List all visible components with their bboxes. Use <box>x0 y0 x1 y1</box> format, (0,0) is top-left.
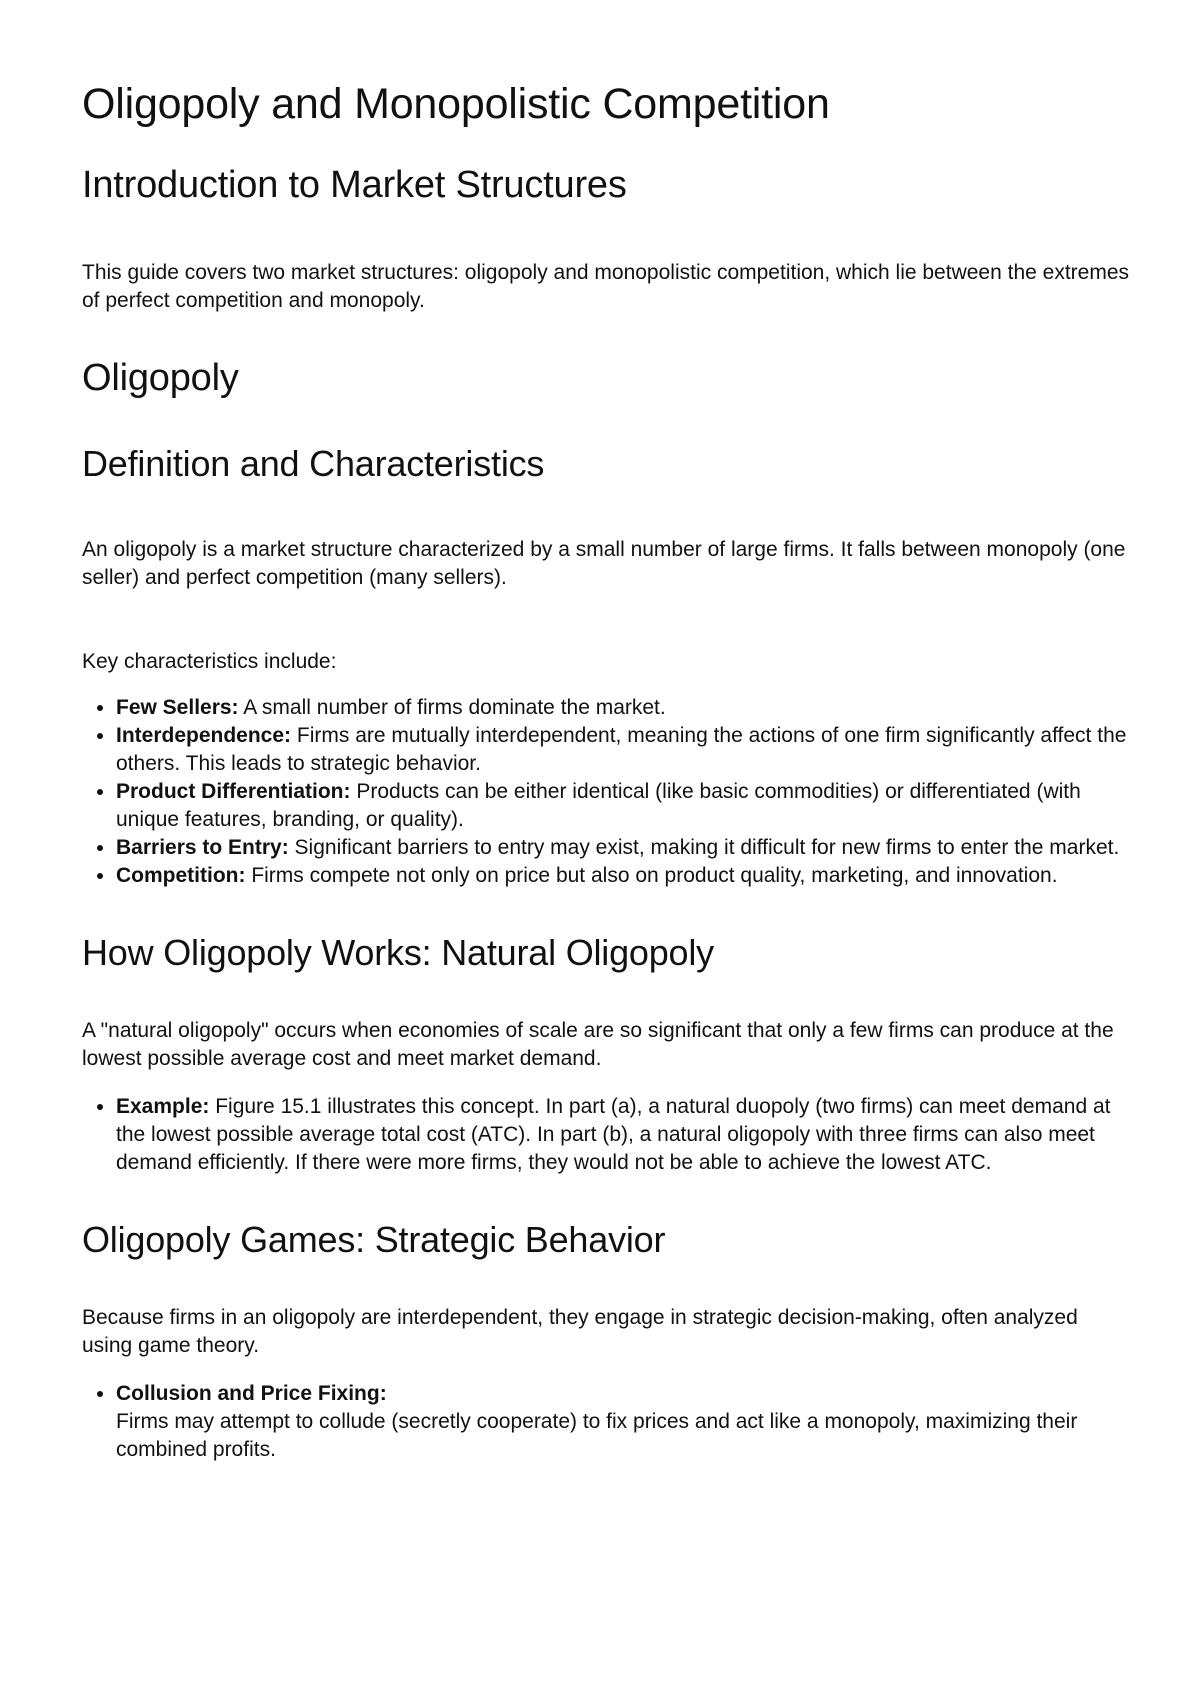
list-item-term: Few Sellers: <box>116 695 239 719</box>
characteristics-list <box>82 694 1132 890</box>
list-item <box>116 722 1132 778</box>
list-item <box>116 694 1132 722</box>
oligopoly-games-list <box>82 1380 1132 1464</box>
list-item-term: Collusion and Price Fixing: <box>116 1381 387 1405</box>
list-item-term: Interdependence: <box>116 723 292 747</box>
list-item <box>116 1093 1132 1177</box>
list-item-text: Firms are mutually interdependent, meaning the actions of one firm significantly affect the others. This leads to strategic behavior. <box>116 723 1127 775</box>
list-item-text: A small number of firms dominate the market. <box>238 695 666 719</box>
list-item <box>116 778 1132 834</box>
oligopoly-heading: Oligopoly <box>82 357 239 400</box>
oligopoly-games-heading: Oligopoly Games: Strategic Behavior <box>82 1218 666 1260</box>
natural-oligopoly-list <box>82 1093 1132 1177</box>
definition-heading: Definition and Characteristics <box>82 442 545 484</box>
intro-heading: Introduction to Market Structures <box>82 163 627 206</box>
intro-paragraph: This guide covers two market structures: oligopoly and monopolistic competition, which lie between the extremes of perfect competition and monopoly. <box>82 261 1129 313</box>
list-item-text: Firms compete not only on price but also on product quality, marketing, and innovation. <box>245 863 1058 887</box>
natural-oligopoly-paragraph: A "natural oligopoly" occurs when economies of scale are so significant that only a few firms can produce at the lowest possible average cost and meet market demand. <box>82 1018 1114 1070</box>
list-item-term: Competition: <box>116 863 246 887</box>
list-item-text: Firms may attempt to collude (secretly cooperate) to fix prices and act like a monopoly, maximizing their combined profits. <box>116 1409 1078 1461</box>
list-item-term: Product Differentiation: <box>116 779 351 803</box>
definition-paragraph: An oligopoly is a market structure characterized by a small number of large firms. It falls between monopoly (one seller) and perfect competition (many sellers). <box>82 537 1126 589</box>
list-item-text: Significant barriers to entry may exist, making it difficult for new firms to enter the market. <box>288 835 1120 859</box>
list-item-text: Products can be either identical (like basic commodities) or differentiated (with unique features, branding, or quality). <box>116 779 1081 831</box>
natural-oligopoly-heading: How Oligopoly Works: Natural Oligopoly <box>82 931 714 973</box>
list-item <box>116 862 1132 890</box>
list-item <box>116 1380 1132 1464</box>
list-item-term: Example: <box>116 1094 210 1118</box>
list-item-term: Barriers to Entry: <box>116 835 289 859</box>
document-page <box>82 78 1132 1464</box>
oligopoly-games-paragraph: Because firms in an oligopoly are interdependent, they engage in strategic decision-making, often analyzed using game theory. <box>82 1305 1078 1357</box>
list-item-text: Figure 15.1 illustrates this concept. In part (a), a natural duopoly (two firms) can meet demand at the lowest possible average total cost (ATC). In part (b), a natural oligopoly with three firms can also meet demand efficiently. If there were more firms, they would not be able to achieve the lowest ATC. <box>116 1094 1111 1174</box>
document-title: Oligopoly and Monopolistic Competition <box>82 80 830 128</box>
key-characteristics-intro: Key characteristics include: <box>82 649 337 673</box>
list-item <box>116 834 1132 862</box>
